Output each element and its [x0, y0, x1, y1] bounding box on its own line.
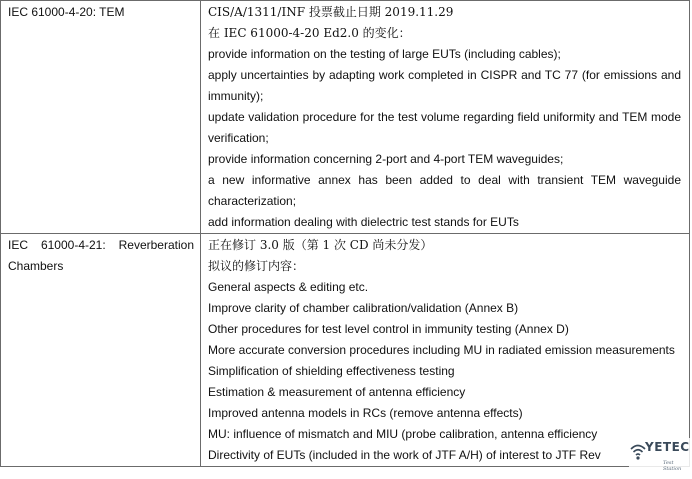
change-line: MU: influence of mismatch and MIU (probe calibration, antenna efficiency	[208, 427, 598, 441]
change-line: 拟议的修订内容：	[208, 259, 305, 273]
change-line: General aspects & editing etc.	[208, 280, 369, 294]
standard-cell	[1, 1, 201, 234]
watermark-brand: YETEC	[645, 440, 690, 454]
standard-name: IEC 61000-4-20: TEM	[8, 5, 125, 19]
yetec-watermark	[629, 438, 692, 479]
changes-cell	[201, 234, 690, 467]
change-line: provide information on the testing of large EUTs (including cables);	[208, 47, 561, 61]
change-line: Improve clarity of chamber calibration/validation (Annex B)	[208, 301, 519, 315]
change-line: More accurate conversion procedures including MU in radiated emission measurements	[208, 343, 675, 357]
change-line: Simplification of shielding effectiveness testing	[208, 364, 455, 378]
changes-cell	[201, 1, 690, 234]
change-line: apply uncertainties by adapting work completed in CISPR and TC 77 (for emissions and immunity);	[208, 68, 681, 103]
standard-name: IEC 61000-4-21: Reverberation Chambers	[8, 238, 194, 273]
standard-cell	[1, 234, 201, 467]
change-line: CIS/A/1311/INF 投票截止日期 2019.11.29	[208, 5, 454, 19]
change-line: provide information concerning 2-port and 4-port TEM waveguides;	[208, 152, 564, 166]
change-line: Estimation & measurement of antenna efficiency	[208, 385, 466, 399]
change-line: Directivity of EUTs (included in the work of JTF A/H) of interest to JTF Rev	[208, 448, 601, 462]
change-line: Other procedures for test level control in immunity testing (Annex D)	[208, 322, 569, 336]
change-line: Improved antenna models in RCs (remove antenna effects)	[208, 406, 523, 420]
change-line: update validation procedure for the test volume regarding field uniformity and TEM mode verification;	[208, 110, 681, 145]
change-line: 正在修订 3.0 版（第 1 次 CD 尚未分发）	[208, 238, 433, 252]
watermark-tagline: Test Station	[663, 460, 682, 472]
table-row	[1, 234, 690, 467]
change-line: 在 IEC 61000-4-20 Ed2.0 的变化：	[208, 26, 411, 40]
change-line: add information dealing with dielectric test stands for EUTs	[208, 215, 519, 229]
table-row	[1, 1, 690, 234]
change-line: a new informative annex has been added to deal with transient TEM waveguide characterization;	[208, 173, 681, 208]
